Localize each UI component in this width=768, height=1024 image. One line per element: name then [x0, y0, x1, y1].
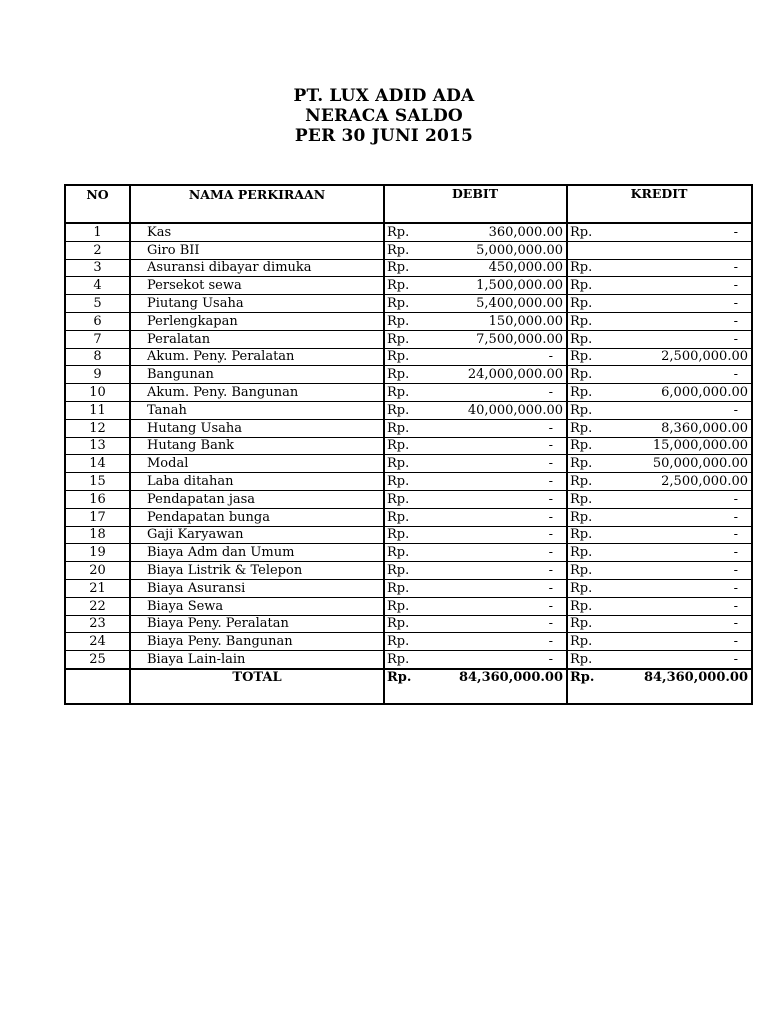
currency-label: Rp. [387, 313, 410, 329]
report-title: NERACA SALDO [305, 106, 463, 126]
account-name: Perlengkapan [130, 312, 384, 330]
column-header-kredit: KREDIT [567, 185, 752, 223]
currency-label: Rp. [570, 474, 593, 490]
account-name: Akum. Peny. Bangunan [130, 384, 384, 402]
currency-label: Rp. [570, 260, 593, 276]
total-no-cell [65, 669, 130, 704]
table-row [65, 419, 752, 437]
kredit-amount: - [733, 313, 738, 329]
currency-label: Rp. [570, 420, 593, 436]
row-number: 5 [65, 295, 130, 313]
kredit-cell [567, 544, 752, 562]
kredit-amount: 15,000,000.00 [652, 438, 748, 454]
account-name: Biaya Adm dan Umum [130, 544, 384, 562]
currency-label: Rp. [387, 260, 410, 276]
account-name: Piutang Usaha [130, 295, 384, 313]
kredit-amount: 50,000,000.00 [652, 456, 748, 472]
account-name: Persekot sewa [130, 277, 384, 295]
kredit-cell [567, 615, 752, 633]
kredit-amount: 2,500,000.00 [661, 349, 748, 365]
currency-label: Rp. [570, 598, 593, 614]
kredit-amount: 2,500,000.00 [661, 474, 748, 490]
debit-amount: 360,000.00 [488, 224, 563, 240]
debit-amount: 5,000,000.00 [476, 242, 563, 258]
row-number: 16 [65, 490, 130, 508]
row-number: 4 [65, 277, 130, 295]
kredit-amount: - [733, 634, 738, 650]
currency-label: Rp. [387, 634, 410, 650]
table-row [65, 437, 752, 455]
debit-cell [384, 223, 567, 241]
row-number: 14 [65, 455, 130, 473]
currency-label: Rp. [570, 278, 593, 294]
debit-cell [384, 473, 567, 491]
table-row [65, 473, 752, 491]
total-debit-amount: 84,360,000.00 [458, 669, 563, 685]
debit-amount: 40,000,000.00 [467, 402, 563, 418]
currency-label: Rp. [387, 349, 410, 365]
table-row [65, 384, 752, 402]
debit-amount: - [548, 616, 553, 632]
row-number: 2 [65, 241, 130, 259]
row-number: 15 [65, 473, 130, 491]
currency-label: Rp. [570, 385, 593, 401]
debit-cell [384, 419, 567, 437]
debit-cell [384, 490, 567, 508]
debit-cell [384, 366, 567, 384]
currency-label: Rp. [570, 491, 593, 507]
currency-label: Rp. [570, 367, 593, 383]
kredit-amount: - [733, 491, 738, 507]
currency-label: Rp. [570, 402, 593, 418]
total-kredit-amount: 84,360,000.00 [643, 669, 748, 685]
row-number: 22 [65, 597, 130, 615]
kredit-cell [567, 384, 752, 402]
account-name: Tanah [130, 401, 384, 419]
kredit-amount: - [733, 563, 738, 579]
table-row [65, 526, 752, 544]
debit-cell [384, 259, 567, 277]
debit-amount: 450,000.00 [488, 260, 563, 276]
kredit-cell [567, 419, 752, 437]
account-name: Kas [130, 223, 384, 241]
table-row [65, 490, 752, 508]
currency-label: Rp. [387, 545, 410, 561]
kredit-cell [567, 455, 752, 473]
account-name: Bangunan [130, 366, 384, 384]
column-header-name: NAMA PERKIRAAN [130, 185, 384, 223]
kredit-cell [567, 651, 752, 669]
currency-label: Rp. [387, 278, 410, 294]
kredit-cell [567, 366, 752, 384]
debit-cell [384, 277, 567, 295]
table-row [65, 562, 752, 580]
kredit-cell [567, 597, 752, 615]
kredit-cell [567, 562, 752, 580]
table-row [65, 455, 752, 473]
currency-label: Rp. [570, 438, 593, 454]
account-name: Biaya Asuransi [130, 579, 384, 597]
table-row [65, 277, 752, 295]
kredit-cell [567, 526, 752, 544]
account-name: Biaya Listrik & Telepon [130, 562, 384, 580]
account-name: Akum. Peny. Peralatan [130, 348, 384, 366]
kredit-amount: - [733, 367, 738, 383]
debit-cell [384, 312, 567, 330]
row-number: 3 [65, 259, 130, 277]
kredit-amount: - [733, 278, 738, 294]
debit-cell [384, 508, 567, 526]
debit-cell [384, 384, 567, 402]
account-name: Peralatan [130, 330, 384, 348]
kredit-amount: 8,360,000.00 [661, 420, 748, 436]
row-number: 18 [65, 526, 130, 544]
debit-amount: - [548, 385, 553, 401]
column-header-no: NO [65, 185, 130, 223]
kredit-amount: - [733, 545, 738, 561]
debit-amount: - [548, 527, 553, 543]
kredit-cell [567, 437, 752, 455]
total-row [65, 669, 752, 704]
currency-label: Rp. [387, 331, 410, 347]
table-row [65, 366, 752, 384]
row-number: 21 [65, 579, 130, 597]
currency-label: Rp. [570, 652, 593, 668]
account-name: Pendapatan jasa [130, 490, 384, 508]
debit-amount: - [548, 563, 553, 579]
row-number: 7 [65, 330, 130, 348]
trial-balance-table [64, 184, 753, 705]
currency-label: Rp. [387, 367, 410, 383]
row-number: 10 [65, 384, 130, 402]
kredit-amount: - [733, 580, 738, 596]
currency-label: Rp. [570, 527, 593, 543]
debit-amount: - [548, 474, 553, 490]
currency-label: Rp. [387, 527, 410, 543]
table-row [65, 633, 752, 651]
currency-label: Rp. [387, 474, 410, 490]
debit-cell [384, 597, 567, 615]
currency-label: Rp. [387, 509, 410, 525]
table-row [65, 330, 752, 348]
table-row [65, 401, 752, 419]
debit-amount: - [548, 580, 553, 596]
row-number: 6 [65, 312, 130, 330]
debit-amount: - [548, 420, 553, 436]
debit-amount: - [548, 349, 553, 365]
table-row [65, 295, 752, 313]
row-number: 25 [65, 651, 130, 669]
debit-cell [384, 633, 567, 651]
table-row [65, 259, 752, 277]
kredit-amount: 6,000,000.00 [661, 385, 748, 401]
debit-amount: - [548, 438, 553, 454]
currency-label: Rp. [387, 616, 410, 632]
account-name: Modal [130, 455, 384, 473]
debit-amount: - [548, 491, 553, 507]
debit-cell [384, 401, 567, 419]
kredit-amount: - [733, 598, 738, 614]
kredit-amount: - [733, 331, 738, 347]
account-name: Pendapatan bunga [130, 508, 384, 526]
table-row [65, 508, 752, 526]
debit-amount: 1,500,000.00 [476, 278, 563, 294]
kredit-amount: - [733, 260, 738, 276]
currency-label: Rp. [570, 313, 593, 329]
company-name: PT. LUX ADID ADA [293, 86, 475, 106]
debit-cell [384, 562, 567, 580]
currency-label: Rp. [570, 509, 593, 525]
kredit-amount: - [733, 509, 738, 525]
debit-cell [384, 579, 567, 597]
currency-label: Rp. [387, 491, 410, 507]
row-number: 20 [65, 562, 130, 580]
currency-label: Rp. [570, 616, 593, 632]
currency-label: Rp. [387, 224, 410, 240]
account-name: Asuransi dibayar dimuka [130, 259, 384, 277]
kredit-cell [567, 223, 752, 241]
currency-label: Rp. [387, 402, 410, 418]
total-kredit-cell [567, 669, 752, 704]
table-row [65, 312, 752, 330]
currency-label: Rp. [570, 224, 593, 240]
kredit-amount: - [733, 616, 738, 632]
debit-amount: 24,000,000.00 [467, 367, 563, 383]
account-name: Biaya Sewa [130, 597, 384, 615]
account-name: Gaji Karyawan [130, 526, 384, 544]
row-number: 8 [65, 348, 130, 366]
debit-cell [384, 544, 567, 562]
debit-amount: - [548, 509, 553, 525]
currency-label: Rp. [570, 669, 595, 685]
report-period: PER 30 JUNI 2015 [294, 126, 474, 146]
kredit-cell [567, 473, 752, 491]
debit-amount: - [548, 634, 553, 650]
kredit-cell [567, 241, 752, 259]
row-number: 19 [65, 544, 130, 562]
account-name: Biaya Peny. Peralatan [130, 615, 384, 633]
currency-label: Rp. [387, 438, 410, 454]
account-name: Giro BII [130, 241, 384, 259]
row-number: 23 [65, 615, 130, 633]
kredit-cell [567, 579, 752, 597]
column-header-debit: DEBIT [384, 185, 567, 223]
table-row [65, 348, 752, 366]
row-number: 24 [65, 633, 130, 651]
account-name: Hutang Usaha [130, 419, 384, 437]
debit-cell [384, 295, 567, 313]
kredit-cell [567, 348, 752, 366]
table-row [65, 241, 752, 259]
currency-label: Rp. [387, 598, 410, 614]
account-name: Biaya Lain-lain [130, 651, 384, 669]
kredit-cell [567, 401, 752, 419]
debit-cell [384, 241, 567, 259]
kredit-amount: - [733, 527, 738, 543]
row-number: 1 [65, 223, 130, 241]
debit-cell [384, 348, 567, 366]
currency-label: Rp. [387, 669, 412, 685]
currency-label: Rp. [570, 563, 593, 579]
kredit-amount: - [733, 402, 738, 418]
kredit-cell [567, 508, 752, 526]
debit-amount: 5,400,000.00 [476, 296, 563, 312]
debit-amount: - [548, 456, 553, 472]
currency-label: Rp. [387, 580, 410, 596]
account-name: Hutang Bank [130, 437, 384, 455]
kredit-cell [567, 330, 752, 348]
debit-cell [384, 526, 567, 544]
currency-label: Rp. [570, 331, 593, 347]
total-label: TOTAL [130, 669, 384, 704]
kredit-cell [567, 295, 752, 313]
debit-amount: 150,000.00 [488, 313, 563, 329]
debit-amount: - [548, 652, 553, 668]
debit-cell [384, 651, 567, 669]
row-number: 11 [65, 401, 130, 419]
document-header [0, 86, 768, 146]
kredit-cell [567, 490, 752, 508]
currency-label: Rp. [387, 420, 410, 436]
kredit-cell [567, 312, 752, 330]
currency-label: Rp. [570, 456, 593, 472]
debit-amount: - [548, 598, 553, 614]
row-number: 13 [65, 437, 130, 455]
currency-label: Rp. [570, 349, 593, 365]
currency-label: Rp. [387, 296, 410, 312]
kredit-cell [567, 259, 752, 277]
account-name: Laba ditahan [130, 473, 384, 491]
debit-cell [384, 615, 567, 633]
debit-cell [384, 330, 567, 348]
table-row [65, 615, 752, 633]
kredit-cell [567, 633, 752, 651]
table-row [65, 544, 752, 562]
account-name: Biaya Peny. Bangunan [130, 633, 384, 651]
currency-label: Rp. [570, 296, 593, 312]
currency-label: Rp. [387, 652, 410, 668]
total-debit-cell [384, 669, 567, 704]
row-number: 17 [65, 508, 130, 526]
debit-amount: - [548, 545, 553, 561]
table-row [65, 223, 752, 241]
currency-label: Rp. [570, 634, 593, 650]
row-number: 9 [65, 366, 130, 384]
currency-label: Rp. [570, 580, 593, 596]
table-row [65, 579, 752, 597]
debit-cell [384, 455, 567, 473]
currency-label: Rp. [387, 242, 410, 258]
kredit-cell [567, 277, 752, 295]
row-number: 12 [65, 419, 130, 437]
table-row [65, 597, 752, 615]
debit-amount: 7,500,000.00 [476, 331, 563, 347]
kredit-amount: - [733, 296, 738, 312]
currency-label: Rp. [387, 385, 410, 401]
table-header-row [65, 185, 752, 223]
table-row [65, 651, 752, 669]
debit-cell [384, 437, 567, 455]
kredit-amount: - [733, 652, 738, 668]
currency-label: Rp. [387, 456, 410, 472]
kredit-amount: - [733, 224, 738, 240]
currency-label: Rp. [387, 563, 410, 579]
currency-label: Rp. [570, 545, 593, 561]
